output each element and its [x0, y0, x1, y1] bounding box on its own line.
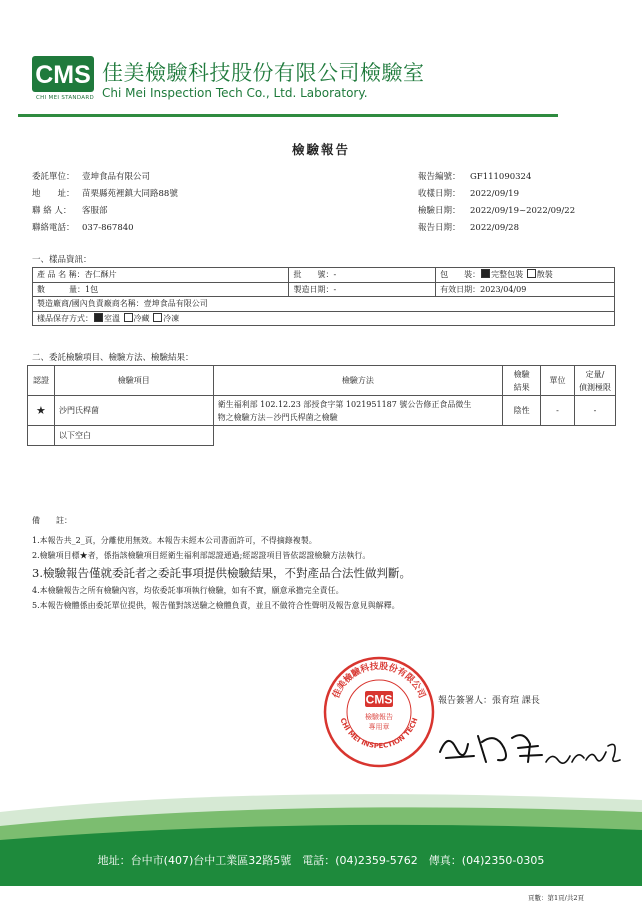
quantity-cell: 數 量：1包 — [33, 282, 289, 297]
package-cell: 包 裝： 完整包裝 散裝 — [436, 268, 615, 283]
client-row — [32, 169, 178, 186]
client-label: 委託單位： — [32, 172, 75, 182]
logo-subtitle: CHI MEI STANDARD — [36, 95, 94, 101]
sample-info-table — [32, 267, 615, 326]
report-no-label: 報告編號： — [418, 172, 461, 182]
address-value: 苗栗縣苑裡鎮大同路88號 — [82, 189, 178, 199]
phone-row — [32, 220, 178, 237]
remark-item: 2.檢驗項目標★者，係指該檢驗項目經衛生福利部認證通過;經認證項目皆依認證檢驗方法執行。 — [32, 551, 371, 560]
blank-note-cell: 以下空白 — [54, 426, 213, 446]
client-value: 壹坤食品有限公司 — [82, 172, 151, 182]
handwritten-signature-icon — [434, 722, 624, 770]
footer-band — [0, 790, 642, 886]
received-value: 2022/09/19 — [470, 189, 519, 199]
remark-item: 3.檢驗報告僅就委託者之委託事項提供檢驗結果，不對產品合法性做判斷。 — [32, 565, 411, 580]
signatory-label: 報告簽署人：張育瑄 課長 — [438, 696, 540, 706]
logo-mark: CMS — [35, 61, 91, 89]
test-date-label: 檢驗日期： — [418, 206, 461, 216]
page-number: 頁數：第1頁/共2頁 — [528, 894, 584, 902]
report-no-value: GF111090324 — [470, 172, 532, 182]
test-results-table — [27, 365, 616, 446]
table-row — [33, 268, 615, 283]
sample-section-heading: 一、樣品資訊： — [32, 255, 92, 265]
test-item-cell: 沙門氏桿菌 — [54, 396, 213, 426]
table-row — [33, 311, 615, 326]
empty-cell — [503, 426, 541, 446]
seal-text: 佳美檢驗科技股份有限公司 — [331, 661, 427, 701]
phone-value: 037-867840 — [82, 223, 134, 233]
address-row — [32, 186, 178, 203]
received-row — [418, 186, 575, 203]
table-row — [28, 396, 616, 426]
checkbox-empty-icon — [153, 313, 162, 322]
table-row — [33, 297, 615, 312]
cms-logo-icon — [32, 56, 94, 92]
report-date-row — [418, 220, 575, 237]
checkbox-empty-icon — [527, 269, 536, 278]
remark-item: 4.本檢驗報告之所有檢驗內容，均依委託事項執行檢驗，如有不實，願意承擔完全責任。 — [32, 585, 344, 595]
remark-item: 1.本報告共_2_頁，分離使用無效。本報告未經本公司書面許可，不得摘錄複製。 — [32, 535, 317, 545]
remark-item: 5.本報告檢體係由委託單位提供，報告僅對該送驗之檢體負責，並且不做符合性聲明及報告意見與解釋。 — [32, 601, 400, 610]
storage-cell: 樣品保存方式： 室溫 冷藏 冷凍 — [33, 311, 615, 326]
table-row — [33, 282, 615, 297]
col-header-result: 檢驗 結果 — [503, 366, 541, 396]
product-name-cell: 產 品 名 稱：杏仁酥片 — [33, 268, 289, 283]
test-date-value: 2022/09/19~2022/09/22 — [470, 206, 576, 216]
col-header-method: 檢驗方法 — [213, 366, 503, 396]
seal-center-line1: 檢驗報告 — [365, 713, 393, 721]
seal-mark: CMS — [365, 692, 393, 707]
contact-value: 客服部 — [82, 206, 108, 216]
contact-label: 聯 絡 人： — [32, 206, 72, 216]
checkbox-checked-icon — [94, 313, 103, 322]
phone-label: 聯絡電話： — [32, 223, 75, 233]
mfg-date-cell: 製造日期：- — [289, 282, 436, 297]
header-divider — [18, 114, 558, 117]
expiry-date-cell: 有效日期：2023/04/09 — [436, 282, 615, 297]
report-date-value: 2022/09/28 — [470, 223, 519, 233]
manufacturer-cell: 製造廠商/國內負責廠商名稱：壹坤食品有限公司 — [33, 297, 615, 312]
batch-cell: 批 號：- — [289, 268, 436, 283]
footer-contact: 地址：台中市(407)台中工業區32路5號 電話：(04)2359-5762 傳真：(04)2350-0305 — [97, 854, 545, 867]
checkbox-empty-icon — [124, 313, 133, 322]
table-row — [28, 426, 616, 446]
client-info — [32, 169, 178, 237]
contact-row — [32, 203, 178, 220]
company-name-en: Chi Mei Inspection Tech Co., Ltd. Laboratory. — [102, 86, 368, 100]
remarks — [32, 513, 411, 614]
accredited-star-icon: ★ — [28, 396, 55, 426]
col-header-limit: 定量/ 偵測極限 — [574, 366, 615, 396]
test-result-cell: 陰性 — [503, 396, 541, 426]
empty-cell — [28, 426, 55, 446]
col-header-code: 認證 — [28, 366, 55, 396]
col-header-item: 檢驗項目 — [54, 366, 213, 396]
seal-en-text: CHI MEI INSPECTION TECH — [338, 716, 420, 751]
test-date-row — [418, 203, 575, 220]
received-label: 收樣日期： — [418, 189, 461, 199]
checkbox-checked-icon — [481, 269, 490, 278]
test-method-cell: 衛生福利部 102.12.23 部授食字第 1021951187 號公告修正食品微生 物之檢驗方法－沙門氏桿菌之檢驗 — [213, 396, 503, 426]
tests-section-heading: 二、委託檢驗項目、檢驗方法、檢驗結果： — [32, 353, 194, 363]
report-title: 檢驗報告 — [291, 142, 350, 157]
report-no-row — [418, 169, 575, 186]
empty-cell — [574, 426, 615, 446]
company-seal-icon — [322, 655, 436, 769]
address-label: 地 址： — [32, 189, 75, 199]
company-name-zh: 佳美檢驗科技股份有限公司檢驗室 — [102, 61, 425, 85]
seal-center-line2: 專用章 — [368, 723, 390, 731]
col-header-unit: 單位 — [541, 366, 575, 396]
svg-text:CHI MEI INSPECTION TECH — [338, 717, 419, 750]
report-info — [418, 169, 575, 237]
report-date-label: 報告日期： — [418, 223, 461, 233]
empty-cell — [213, 426, 503, 446]
remarks-heading: 備 註： — [32, 516, 72, 525]
test-limit-cell: - — [574, 396, 615, 426]
test-unit-cell: - — [541, 396, 575, 426]
letterhead — [0, 0, 642, 118]
table-header-row — [28, 366, 616, 396]
empty-cell — [541, 426, 575, 446]
